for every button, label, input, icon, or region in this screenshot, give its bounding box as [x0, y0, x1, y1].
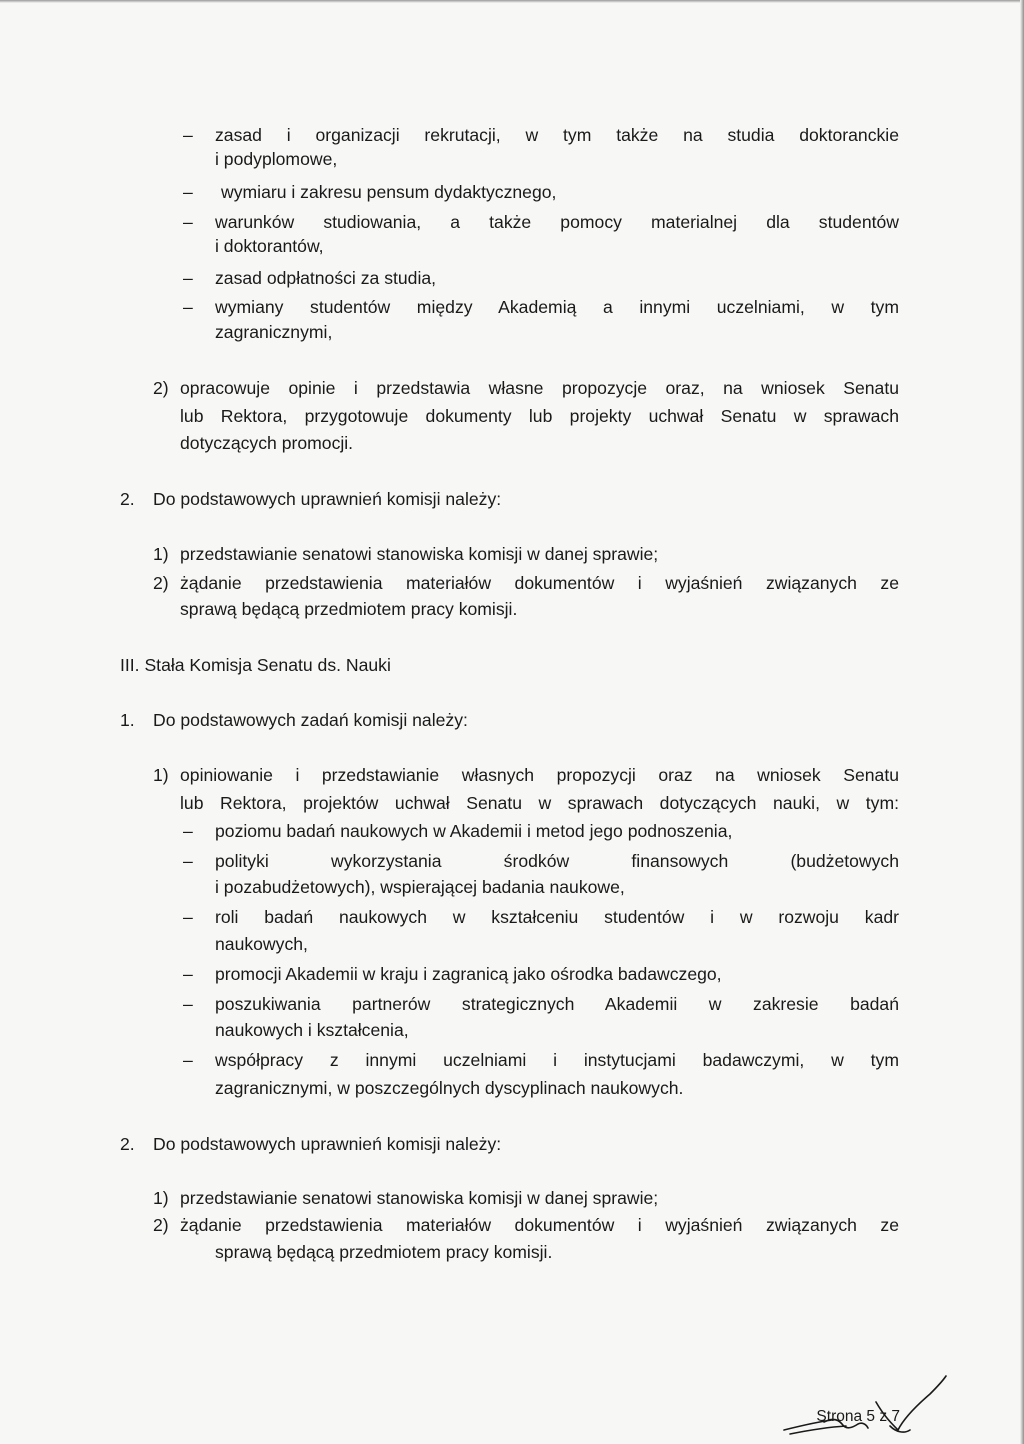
- list-item-line: roli badań naukowych w kształceniu studentów i w rozwoju kadr: [215, 907, 899, 927]
- list-dash: –: [183, 268, 193, 288]
- paragraph-number: 1.: [120, 710, 135, 730]
- list-item-line: poszukiwania partnerów strategicznych Akademii w zakresie badań: [215, 994, 899, 1014]
- scan-edge-right: [1020, 0, 1024, 1444]
- item-number: 2): [153, 1215, 169, 1235]
- handwritten-signature: [780, 1372, 960, 1444]
- paragraph-number: 2.: [120, 489, 135, 509]
- item-text-line: opiniowanie i przedstawianie własnych propozycji oraz na wniosek Senatu: [180, 765, 899, 785]
- list-item-line: współpracy z innymi uczelniami i instytucjami badawczymi, w tym: [215, 1050, 899, 1070]
- list-item-line: zagranicznymi, w poszczególnych dyscyplinach naukowych.: [215, 1078, 684, 1098]
- list-item-line: i podyplomowe,: [215, 149, 338, 169]
- list-item-line: i pozabudżetowych), wspierającej badania naukowe,: [215, 877, 625, 897]
- item-text-line: dotyczących promocji.: [180, 433, 354, 453]
- list-item-line: zagranicznymi,: [215, 322, 333, 342]
- list-item-line: wymiaru i zakresu pensum dydaktycznego,: [221, 182, 557, 202]
- item-number: 1): [153, 544, 169, 564]
- item-text-line: lub Rektora, projektów uchwał Senatu w sprawach dotyczących nauki, w tym:: [180, 793, 899, 813]
- list-dash: –: [183, 297, 193, 317]
- list-item-line: promocji Akademii w kraju i zagranicą jako ośrodka badawczego,: [215, 964, 722, 984]
- list-item-line: poziomu badań naukowych w Akademii i metod jego podnoszenia,: [215, 821, 733, 841]
- list-item-line: zasad i organizacji rekrutacji, w tym także na studia doktoranckie: [215, 125, 899, 145]
- item-text-line: żądanie przedstawienia materiałów dokumentów i wyjaśnień związanych ze: [180, 573, 899, 593]
- item-text-line: opracowuje opinie i przedstawia własne propozycje oraz, na wniosek Senatu: [180, 378, 899, 398]
- list-item-line: zasad odpłatności za studia,: [215, 268, 437, 288]
- item-text-line: żądanie przedstawienia materiałów dokumentów i wyjaśnień związanych ze: [180, 1215, 899, 1235]
- item-text-line: przedstawianie senatowi stanowiska komisji w danej sprawie;: [180, 544, 659, 564]
- item-number: 2): [153, 573, 169, 593]
- list-dash: –: [183, 212, 193, 232]
- list-item-line: warunków studiowania, a także pomocy materialnej dla studentów: [215, 212, 899, 232]
- item-text-line: przedstawianie senatowi stanowiska komisji w danej sprawie;: [180, 1188, 659, 1208]
- page-number: Strona 5 z 7: [816, 1408, 900, 1425]
- paragraph-text: Do podstawowych uprawnień komisji należy:: [153, 489, 502, 509]
- list-item-line: naukowych,: [215, 934, 308, 954]
- item-text-line: lub Rektora, przygotowuje dokumenty lub projekty uchwał Senatu w sprawach: [180, 406, 899, 426]
- item-number: 2): [153, 378, 169, 398]
- list-item-line: polityki wykorzystania środków finansowych (budżetowych: [215, 851, 899, 871]
- paragraph-number: 2.: [120, 1134, 135, 1154]
- scan-edge-top: [0, 0, 1024, 3]
- list-dash: –: [183, 821, 193, 841]
- list-dash: –: [183, 851, 193, 871]
- paragraph-text: Do podstawowych zadań komisji należy:: [153, 710, 468, 730]
- list-dash: –: [183, 994, 193, 1014]
- list-dash: –: [183, 125, 193, 145]
- list-dash: –: [183, 182, 193, 202]
- item-number: 1): [153, 765, 169, 785]
- item-text-line: sprawą będącą przedmiotem pracy komisji.: [215, 1242, 553, 1262]
- paragraph-text: Do podstawowych uprawnień komisji należy:: [153, 1134, 502, 1154]
- list-item-line: naukowych i kształcenia,: [215, 1020, 409, 1040]
- list-dash: –: [183, 907, 193, 927]
- item-number: 1): [153, 1188, 169, 1208]
- list-item-line: wymiany studentów między Akademią a innymi uczelniami, w tym: [215, 297, 899, 317]
- section-heading: III. Stała Komisja Senatu ds. Nauki: [120, 655, 391, 675]
- list-dash: –: [183, 964, 193, 984]
- list-dash: –: [183, 1050, 193, 1070]
- list-item-line: i doktorantów,: [215, 236, 324, 256]
- item-text-line: sprawą będącą przedmiotem pracy komisji.: [180, 599, 518, 619]
